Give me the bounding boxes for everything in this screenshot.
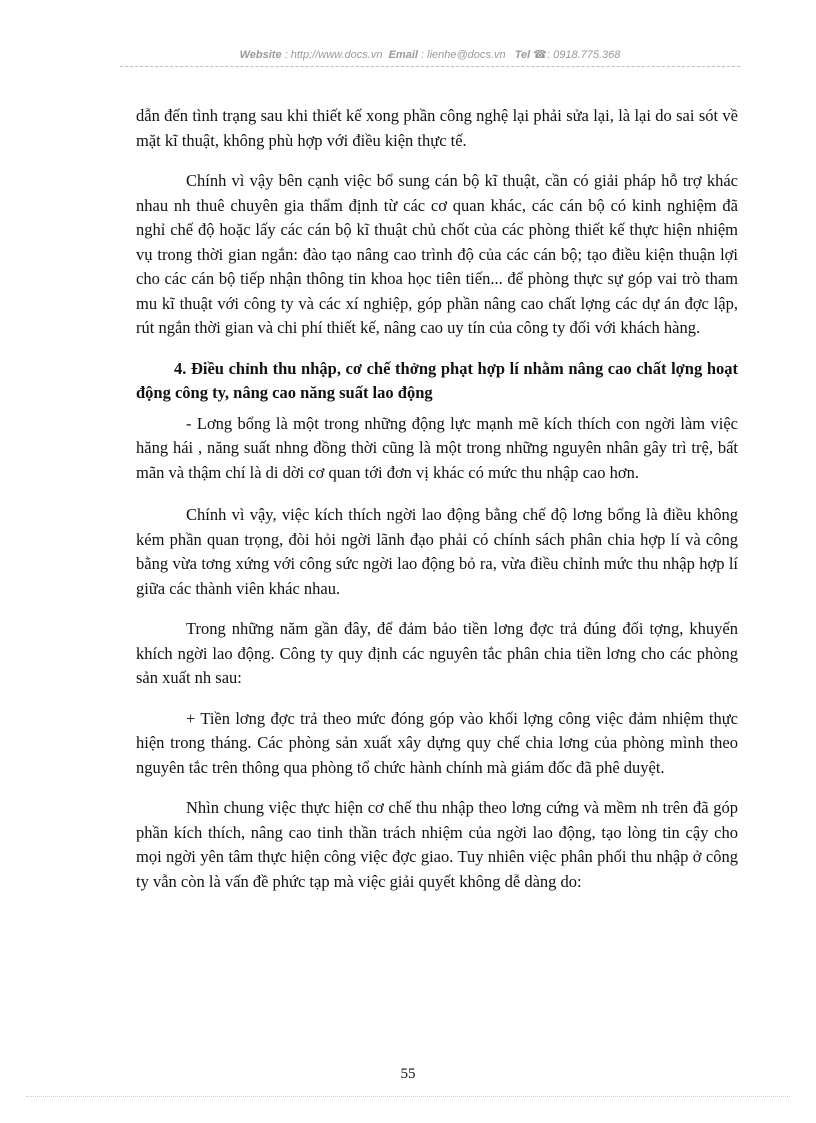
email-label: Email bbox=[388, 49, 418, 61]
section-heading-text: 4. Điều chỉnh thu nhập, cơ chế thởng phạt hợp lí nhằm nâng cao chất lợng hoạt động công ty, nâng cao năng suất lao động bbox=[136, 358, 738, 402]
paragraph-1: dẫn đến tình trạng sau khi thiết kế xong phần công nghệ lại phải sửa lại, là lại do sai sót về mặt kĩ thuật, không phù hợp với điều kiện thực tế. bbox=[136, 106, 738, 150]
paragraph-7: Nhìn chung việc thực hiện cơ chế thu nhập theo lơng cứng và mềm nh trên đã góp phần kích thích, nâng cao tinh thần trách nhiệm của ngời lao động, tạo lòng tin cậy cho mọi ngời yên tâm thực hiện công việc đợc giao. Tuy nhiên việc phân phối thu nhập ở công ty vẫn còn là vấn đề phức tạp mà việc giải quyết không dễ dàng do: bbox=[136, 798, 738, 891]
header-divider bbox=[120, 66, 740, 67]
email-value[interactable]: : lienhe@docs.vn bbox=[421, 49, 506, 61]
paragraph-4: Chính vì vậy, việc kích thích ngời lao động bằng chế độ lơng bổng là điều không kém phần quan trọng, đòi hỏi ngời lãnh đạo phải có chính sách phân chia hợp lí và công bằng vừa tơng xứng với công sức ngời lao động bỏ ra, vừa điều chỉnh mức thu nhập hợp lí giữa các thành viên khác nhau. bbox=[136, 505, 738, 598]
document-body bbox=[136, 104, 738, 910]
section-heading bbox=[136, 357, 738, 406]
website-value[interactable]: : http://www.docs.vn bbox=[284, 49, 383, 61]
page-header bbox=[120, 48, 740, 61]
paragraph-6: + Tiền lơng đợc trả theo mức đóng góp vào khối lợng công việc đảm nhiệm thực hiện trong tháng. Các phòng sản xuất xây dựng quy chế chia lơng của phòng mình theo nguyên tắc trên thông qua phòng tổ chức hành chính mà giám đốc đã phê duyệt. bbox=[136, 708, 738, 777]
paragraph-5: Trong những năm gần đây, để đảm bảo tiền lơng đợc trả đúng đối tợng, khuyến khích ngời lao động. Công ty quy định các nguyên tắc phân chia tiền lơng cho các phòng sản xuất nh sau: bbox=[136, 619, 738, 687]
footer-divider bbox=[26, 1096, 790, 1097]
website-label: Website bbox=[239, 49, 282, 61]
paragraph-3: - Lơng bổng là một trong những động lực mạnh mẽ kích thích con ngời làm việc hăng hái , năng suất nhng đồng thời cũng là một trong những nguyên nhân gây trì trệ, bất mãn và thậm chí là di dời cơ quan tới đơn vị khác có mức thu nhập cao hơn. bbox=[136, 413, 738, 482]
paragraph-2: Chính vì vậy bên cạnh việc bổ sung cán bộ kĩ thuật, cần có giải pháp hỗ trợ khác nhau nh thuê chuyên gia thẩm định từ các cơ quan khác, các cán bộ có kinh nghiệm đã nghỉ chế độ hoặc lấy các cán bộ kĩ thuật chủ chốt của các phòng thiết kế thực hiện nhiệm vụ trong thời gian ngắn: đào tạo nâng cao trình độ của các cán bộ; tạo điều kiện thuận lợi cho các cán bộ tiếp nhận thông tin khoa học tiên tiến... để phòng thực sự góp vai trò tham mu kĩ thuật với công ty và các xí nghiệp, góp phần nâng cao chất lợng các dự án đợc lập, rút ngắn thời gian và chi phí thiết kế, nâng cao uy tín của công ty đối với khách hàng. bbox=[136, 171, 738, 337]
tel-value: ☎: 0918.775.368 bbox=[533, 49, 621, 61]
page-number: 55 bbox=[400, 1066, 416, 1082]
tel-label: Tel bbox=[514, 49, 531, 61]
